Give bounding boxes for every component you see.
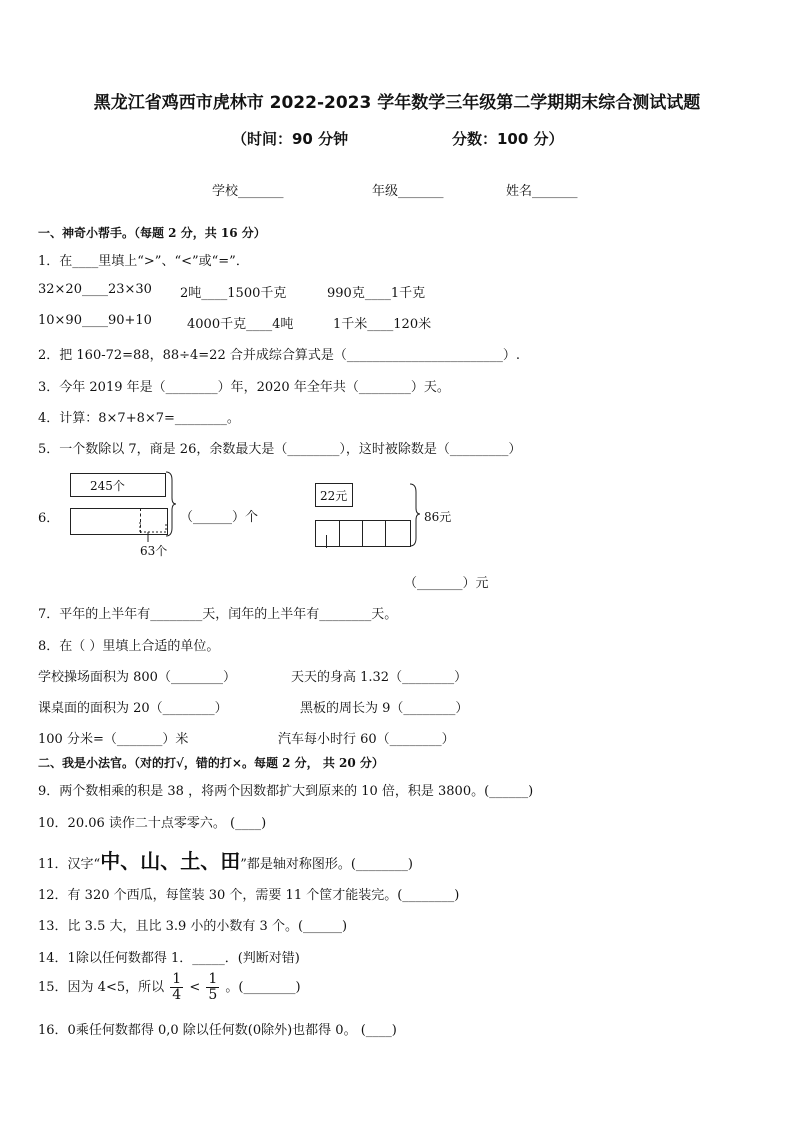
q1-item: 2吨____1500千克 [180,286,287,301]
grade-field: 年级_______ [372,184,444,199]
question-16: 16．0乘任何数都得 0,0 除以任何数(0除外)也都得 0。 (____) [38,1023,397,1038]
q1-item: 10×90____90+10 [38,313,152,328]
q11-suffix: ”都是轴对称图形。(________) [240,857,413,872]
question-4: 4．计算：8×7+8×7=________。 [38,411,240,426]
question-10: 10．20.06 读作二十点零零六。 (____) [38,816,267,831]
total-label-86: 86元 [424,510,452,524]
q8-item: 天天的身高 1.32（________） [291,670,468,685]
q8-item: 学校操场面积为 800（________） [38,670,236,685]
exam-time: （时间：90 分钟 [232,130,349,148]
q15-prefix: 15．因为 4<5，所以 [38,980,165,995]
cell-divider [362,520,363,546]
question-15 [38,972,301,1003]
page-title: 黑龙江省鸡西市虎林市 2022-2023 学年数学三年级第二学期期末综合测试试题 [93,93,701,113]
question-9: 9．两个数相乘的积是 38 ，将两个因数都扩大到原来的 10 倍，积是 3800。(______) [38,784,534,799]
less-than-sign: < [189,980,201,995]
q11-characters: 中、山、土、田 [100,849,241,873]
q11-prefix: 11．汉字“ [38,857,101,872]
q8-item: 汽车每小时行 60（________） [278,732,455,747]
q15-suffix: 。(________) [225,980,301,995]
bar-label-245: 245个 [90,479,125,493]
question-2: 2．把 160-72=88，88÷4=22 合并成综合算式是（________________________）. [38,348,520,363]
question-5: 5．一个数除以 7，商是 26，余数最大是（________），这时被除数是（_________） [38,442,522,457]
q1-item: 4000千克____4吨 [187,317,294,332]
q1-item: 1千米____120米 [333,317,432,332]
question-11 [38,845,413,874]
q1-item: 32×20____23×30 [38,282,152,297]
fraction-one-quarter: $\frac{1}{4}$ [172,971,182,1003]
name-field: 姓名_______ [506,184,578,199]
price-label-22: 22元 [320,489,348,503]
section-1-heading: 一、神奇小帮手。（每题 2 分，共 16 分） [38,226,266,240]
q8-item: 课桌面的面积为 20（________） [38,701,228,716]
right-brace [164,470,178,538]
q1-item: 990克____1千克 [327,286,426,301]
question-3: 3．今年 2019 年是（________）年，2020 年全年共（________）天。 [38,380,450,395]
question-13: 13．比 3.5 大，且比 3.9 小的小数有 3 个。(______) [38,919,348,934]
fraction-one-fifth: $\frac{1}{5}$ [208,971,218,1003]
question-14: 14．1除以任何数都得 1．_____．(判断对错) [38,951,300,966]
question-1: 1．在____里填上“>”、“<”或“=”． [38,254,249,269]
right-brace [408,482,422,548]
q8-item: 黑板的周长为 9（________） [300,701,469,716]
exam-score: 分数：100 分） [452,130,564,148]
section-2-heading: 二、我是小法官。（对的打√，错的打×。每题 2 分， 共 20 分） [38,756,384,770]
school-field: 学校_______ [212,184,284,199]
q8-item: 100 分米=（_______）米 [38,732,189,747]
tick-mark [326,535,327,548]
cell-divider [339,520,340,546]
question-12: 12．有 320 个西瓜，每筐装 30 个，需要 11 个筐才能装完。(________) [38,888,460,903]
q6-blank-1: （______）个 [180,510,259,525]
question-6-number: 6． [38,511,60,526]
question-7: 7．平年的上半年有________天，闰年的上半年有________天。 [38,607,398,622]
q6-blank-2: （_______）元 [404,576,489,591]
cells-bar [315,520,411,547]
cell-divider [385,520,386,546]
bar-label-63: 63个 [140,544,168,558]
question-8: 8．在（ ）里填上合适的单位。 [38,639,220,654]
